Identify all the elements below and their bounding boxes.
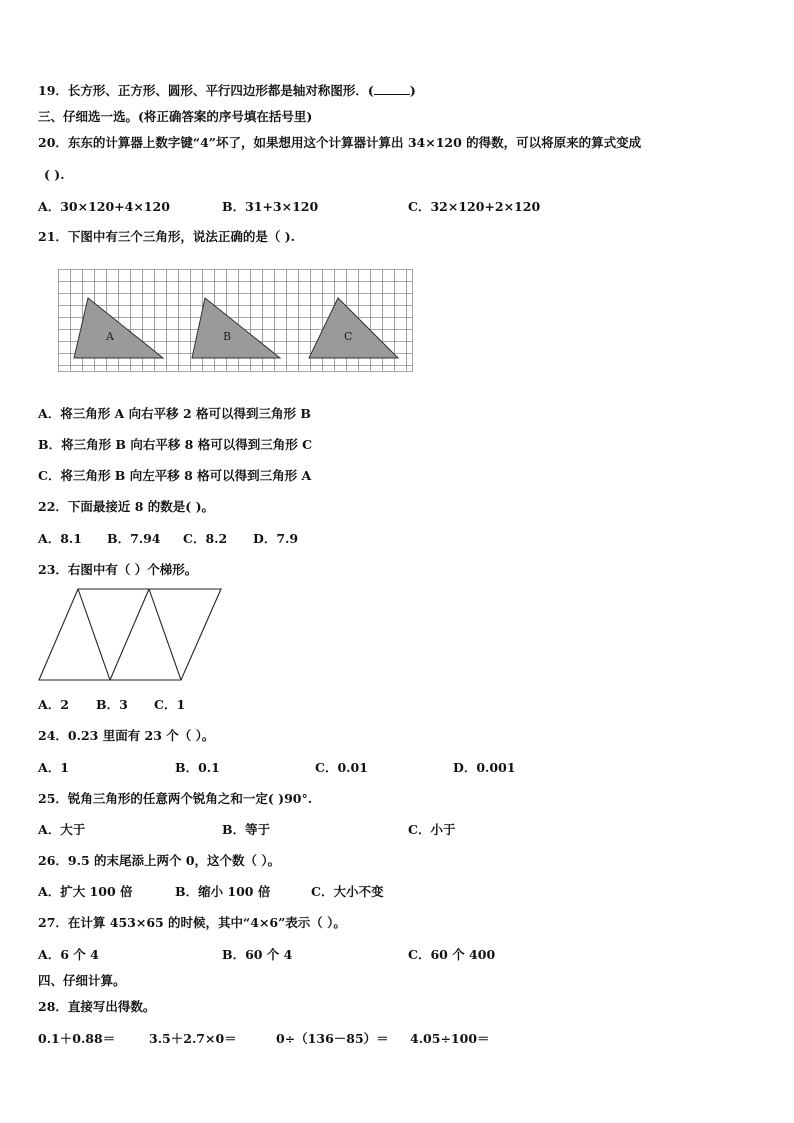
q22-option-a[interactable]: A．8.1: [38, 531, 82, 546]
q22-option-c[interactable]: C．8.2: [183, 531, 228, 546]
q19: [38, 83, 416, 99]
q27-option-a[interactable]: A．6 个 4: [38, 947, 99, 962]
q21-grid-figure: [58, 269, 414, 373]
q20-option-c[interactable]: C．32×120+2×120: [408, 199, 541, 214]
q28-item-3: 0÷（136－85）＝: [276, 1031, 389, 1046]
q21-stem: 21．下图中有三个三角形，说法正确的是（ ).: [38, 229, 296, 244]
q21-option-c[interactable]: C．将三角形 B 向左平移 8 格可以得到三角形 A: [38, 468, 312, 483]
q26-option-c[interactable]: C．大小不变: [311, 884, 384, 899]
section-4-heading: 四、仔细计算。: [38, 973, 126, 988]
q27-stem: 27．在计算 453×65 的时候，其中“4×6”表示（ ）。: [38, 915, 346, 930]
q22-option-b[interactable]: B．7.94: [107, 531, 161, 546]
q22-stem: 22．下面最接近 8 的数是( )。: [38, 499, 214, 514]
q19-tail: ): [409, 83, 416, 98]
section-3-heading: 三、仔细选一选。(将正确答案的序号填在括号里): [38, 109, 313, 124]
q28-item-2: 3.5＋2.7×0＝: [149, 1031, 237, 1046]
q26-stem: 26．9.5 的末尾添上两个 0，这个数（ ）。: [38, 853, 281, 868]
q20-stem: 20．东东的计算器上数字键“4”坏了，如果想用这个计算器计算出 34×120 的得数，可以将原来的算式变成: [38, 135, 642, 150]
q27-option-c[interactable]: C．60 个 400: [408, 947, 496, 962]
q19-text: 19．长方形、正方形、圆形、平行四边形都是轴对称图形．(: [38, 83, 374, 98]
q23-trapezoid-figure: [38, 587, 224, 683]
q28-stem: 28．直接写出得数。: [38, 999, 156, 1014]
q21-option-a[interactable]: A．将三角形 A 向右平移 2 格可以得到三角形 B: [38, 406, 311, 421]
q21-option-b[interactable]: B．将三角形 B 向右平移 8 格可以得到三角形 C: [38, 437, 313, 452]
q20-option-a[interactable]: A．30×120+4×120: [38, 199, 170, 214]
q28-item-1: 0.1＋0.88＝: [38, 1031, 116, 1046]
q24-option-a[interactable]: A．1: [38, 760, 69, 775]
q25-option-b[interactable]: B．等于: [222, 822, 271, 837]
triangle-b: [192, 298, 280, 358]
q20-paren: ( ).: [44, 167, 65, 182]
q23-stem: 23．右图中有（ ）个梯形。: [38, 562, 198, 577]
q20-option-b[interactable]: B．31+3×120: [222, 199, 319, 214]
q25-option-a[interactable]: A．大于: [38, 822, 86, 837]
triangle-b-label: B: [223, 330, 232, 343]
q24-option-b[interactable]: B．0.1: [175, 760, 220, 775]
q24-option-c[interactable]: C．0.01: [315, 760, 368, 775]
triangle-a-label: A: [106, 330, 114, 343]
q23-option-a[interactable]: A．2: [38, 697, 69, 712]
q24-stem: 24．0.23 里面有 23 个（ ）。: [38, 728, 215, 743]
q25-stem: 25．锐角三角形的任意两个锐角之和一定( )90°.: [38, 791, 313, 806]
triangle-c-label: C: [344, 330, 353, 343]
q26-option-a[interactable]: A．扩大 100 倍: [38, 884, 133, 899]
q22-option-d[interactable]: D．7.9: [253, 531, 299, 546]
q24-option-d[interactable]: D．0.001: [453, 760, 516, 775]
q28-item-4: 4.05÷100＝: [410, 1031, 490, 1046]
q26-option-b[interactable]: B．缩小 100 倍: [175, 884, 271, 899]
q27-option-b[interactable]: B．60 个 4: [222, 947, 293, 962]
q23-option-c[interactable]: C．1: [154, 697, 186, 712]
q25-option-c[interactable]: C．小于: [408, 822, 456, 837]
q23-option-b[interactable]: B．3: [96, 697, 128, 712]
q19-answer-blank[interactable]: [374, 83, 410, 95]
